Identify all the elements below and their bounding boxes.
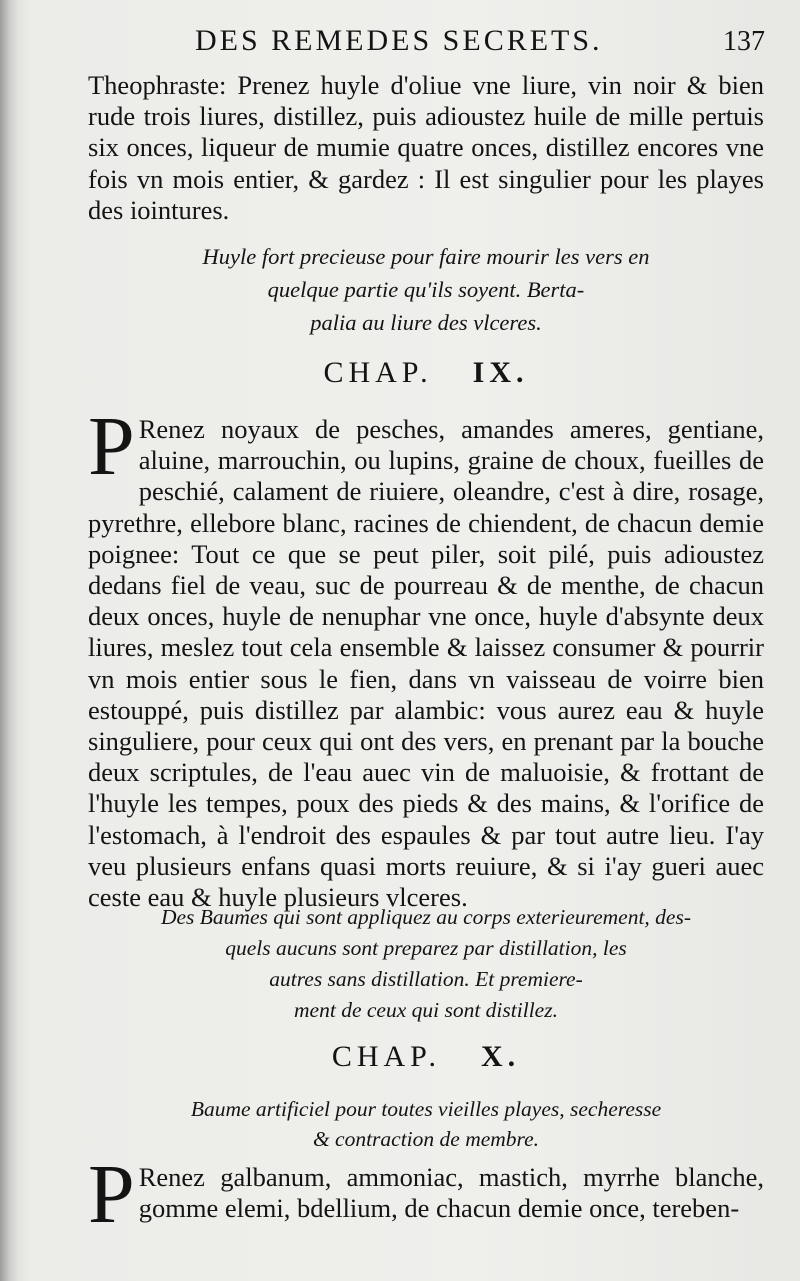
heading-line: quels aucuns sont preparez par distillation, les (225, 936, 627, 960)
heading-baumes (88, 902, 764, 1026)
chapter-heading-x (88, 1040, 764, 1074)
heading-line: quelque partie qu'ils soyent. Berta- (267, 277, 585, 302)
paragraph-chapter-ix (88, 400, 764, 913)
chapter-label: CHAP. (323, 356, 433, 389)
page-gutter-shadow (0, 0, 18, 1281)
heading-huyle-precieuse (88, 240, 764, 339)
paragraph-chapter-x (88, 1148, 764, 1241)
heading-line: Baume artificiel pour toutes vieilles playes, secheresse (190, 1097, 662, 1121)
chapter-number: X. (481, 1040, 521, 1073)
chapter-number: IX. (472, 356, 529, 389)
drop-cap: P (88, 400, 135, 493)
heading-line: Huyle fort precieuse pour faire mourir les vers en (202, 244, 650, 269)
heading-line: palia au liure des vlceres. (310, 310, 542, 335)
chapter-label: CHAP. (331, 1040, 442, 1073)
chapter-heading-ix (88, 356, 764, 390)
paragraph-theophraste: Theophraste: Prenez huyle d'oliue vne liure, vin noir & bien rude trois liures, distillez, puis adioustez huile de mille pertuis six onces, liqueur de mumie quatre onces, distillez encores vne fois vn mois entier, & gardez : Il est singulier pour les playes des iointures. (88, 70, 764, 225)
heading-line: & contraction de membre. (312, 1127, 540, 1151)
heading-baume-artificiel (88, 1094, 764, 1154)
heading-line: ment de ceux qui sont distillez. (294, 998, 558, 1022)
running-title: DES REMEDES SECRETS. (195, 24, 603, 57)
drop-cap: P (88, 1148, 135, 1241)
page-number: 137 (723, 26, 765, 57)
paragraph-body: Renez noyaux de pesches, amandes ameres, gentiane, aluine, marrouchin, ou lupins, graine de choux, fueilles de peschié, calament de riuiere, oleandre, c'est à dire, rosage, pyrethre, ellebore blanc, racines de chiendent, de chacun demie poignee: Tout ce que se peut piler, soit pilé, puis adioustez dedans fiel de veau, suc de pourreau & de menthe, de chacun deux onces, huyle de nenuphar vne once, huyle d'absynte deux liures, meslez tout cela ensemble & laissez consumer & pourrir vn mois entier sous le fien, dans vn vaisseau de voirre bien estouppé, puis distillez par alambic: vous aurez eau & huyle singuliere, pour ceux qui ont des vers, en prenant par la bouche deux scriptules, de l'eau auec vin de maluoisie, & frottant de l'huyle les tempes, poux des pieds & des mains, & l'orifice de l'estomach, à l'endroit des espaules & par tout autre lieu. I'ay veu plusieurs enfans quasi morts reuiure, & si i'ay gueri auec ceste eau & huyle plusieurs vlceres. (88, 414, 764, 913)
heading-line: autres sans distillation. Et premiere- (269, 967, 583, 991)
paragraph-body: Renez galbanum, ammoniac, mastich, myrrhe blanche, gomme elemi, bdellium, de chacun demie once, tereben- (138, 1162, 764, 1224)
page-header (195, 24, 775, 64)
heading-line: Des Baumes qui sont appliquez au corps exterieurement, des- (160, 905, 692, 929)
